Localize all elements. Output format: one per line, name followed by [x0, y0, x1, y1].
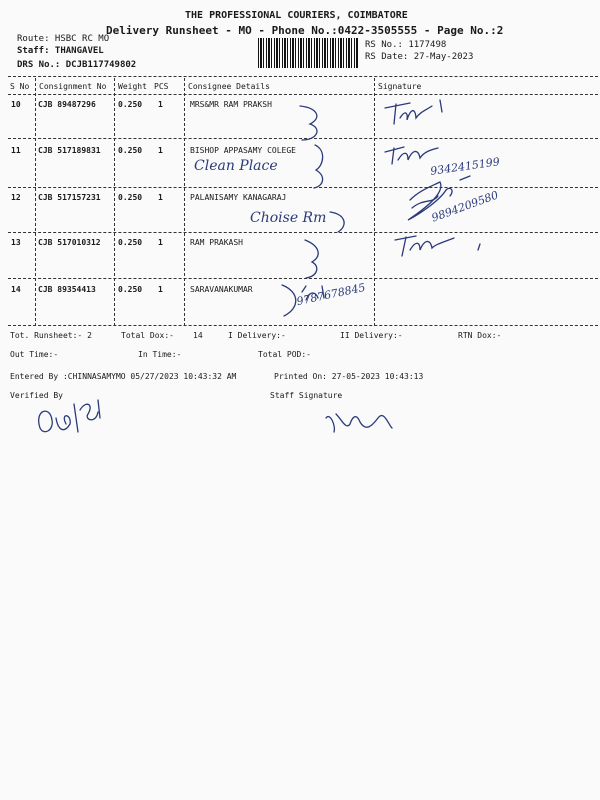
table-row-consignee: SARAVANAKUMAR — [190, 285, 253, 294]
divider — [8, 187, 598, 188]
total-dox-label: Total Dox:- — [121, 331, 174, 340]
table-row-weight: 0.250 — [118, 146, 143, 155]
table-row-pcs: 1 — [158, 238, 163, 247]
col-signature: Signature — [378, 82, 422, 91]
total-pod: Total POD:- — [258, 350, 311, 359]
col-consignee: Consignee Details — [188, 82, 270, 91]
total-dox-value: 14 — [193, 331, 203, 340]
handwritten-phone: 9787678845 — [295, 280, 367, 309]
table-row-weight: 0.250 — [118, 100, 143, 109]
handwritten-phone: 9894209580 — [429, 188, 501, 225]
col-weight: Weight — [118, 82, 147, 91]
rtn-dox: RTN Dox:- — [458, 331, 502, 340]
divider — [8, 278, 598, 279]
table-row-pcs: 1 — [158, 146, 163, 155]
table-row-consignment: CJB 517157231 — [38, 193, 101, 202]
column-divider — [114, 78, 115, 326]
table-row-pcs: 1 — [158, 193, 163, 202]
handwritten-note: Clean Place — [194, 158, 278, 174]
divider — [8, 76, 598, 77]
verified-by-label: Verified By — [10, 391, 63, 400]
col-consignment: Consignment No — [39, 82, 107, 91]
handwritten-phone: 9342415199 — [429, 155, 501, 178]
staff-signature-label: Staff Signature — [270, 391, 343, 400]
divider — [8, 232, 598, 233]
entered-by: Entered By :CHINNASAMYMO 05/27/2023 10:43:32 AM — [10, 372, 237, 381]
divider — [8, 325, 598, 326]
table-row-consignment: CJB 89487296 — [38, 100, 96, 109]
table-row-consignee: BISHOP APPASAMY COLEGE — [190, 146, 296, 155]
table-row-consignment: CJB 517010312 — [38, 238, 101, 247]
table-row-sno: 11 — [11, 146, 21, 155]
table-row-weight: 0.250 — [118, 285, 143, 294]
table-row-pcs: 1 — [158, 100, 163, 109]
table-row-weight: 0.250 — [118, 193, 143, 202]
handwritten-note: Choise Rm — [250, 210, 327, 226]
table-row-sno: 13 — [11, 238, 21, 247]
table-row-pcs: 1 — [158, 285, 163, 294]
table-row-sno: 14 — [11, 285, 21, 294]
printed-on: Printed On: 27-05-2023 10:43:13 — [274, 372, 424, 381]
ii-delivery: II Delivery:- — [340, 331, 403, 340]
column-divider — [374, 78, 375, 326]
table-row-consignment: CJB 89354413 — [38, 285, 96, 294]
barcode-image — [258, 38, 358, 68]
table-row-sno: 10 — [11, 100, 21, 109]
company-title: THE PROFESSIONAL COURIERS, COIMBATORE — [185, 10, 408, 21]
table-row-consignee: RAM PRAKASH — [190, 238, 243, 247]
staff-label: Staff: THANGAVEL — [17, 46, 104, 56]
table-row-weight: 0.250 — [118, 238, 143, 247]
table-row-consignment: CJB 517189831 — [38, 146, 101, 155]
runsheet-subtitle: Delivery Runsheet - MO - Phone No.:0422-3505555 - Page No.:2 — [106, 24, 504, 37]
col-pcs: PCS — [154, 82, 169, 91]
rs-number: RS No.: 1177498 — [365, 40, 447, 50]
column-divider — [35, 78, 36, 326]
column-divider — [184, 78, 185, 326]
divider — [8, 138, 598, 139]
table-row-sno: 12 — [11, 193, 21, 202]
drs-number: DRS No.: DCJB117749802 — [17, 60, 137, 70]
rs-date: RS Date: 27-May-2023 — [365, 52, 474, 62]
tot-runsheet: Tot. Runsheet:- 2 — [10, 331, 92, 340]
route-label: Route: HSBC RC MO — [17, 34, 110, 44]
in-time: In Time:- — [138, 350, 182, 359]
divider — [8, 94, 598, 95]
col-sno: S No — [10, 82, 30, 91]
table-row-consignee: PALANISAMY KANAGARAJ — [190, 193, 287, 202]
out-time: Out Time:- — [10, 350, 59, 359]
table-row-consignee: MRS&MR RAM PRAKSH — [190, 100, 272, 109]
i-delivery: I Delivery:- — [228, 331, 286, 340]
